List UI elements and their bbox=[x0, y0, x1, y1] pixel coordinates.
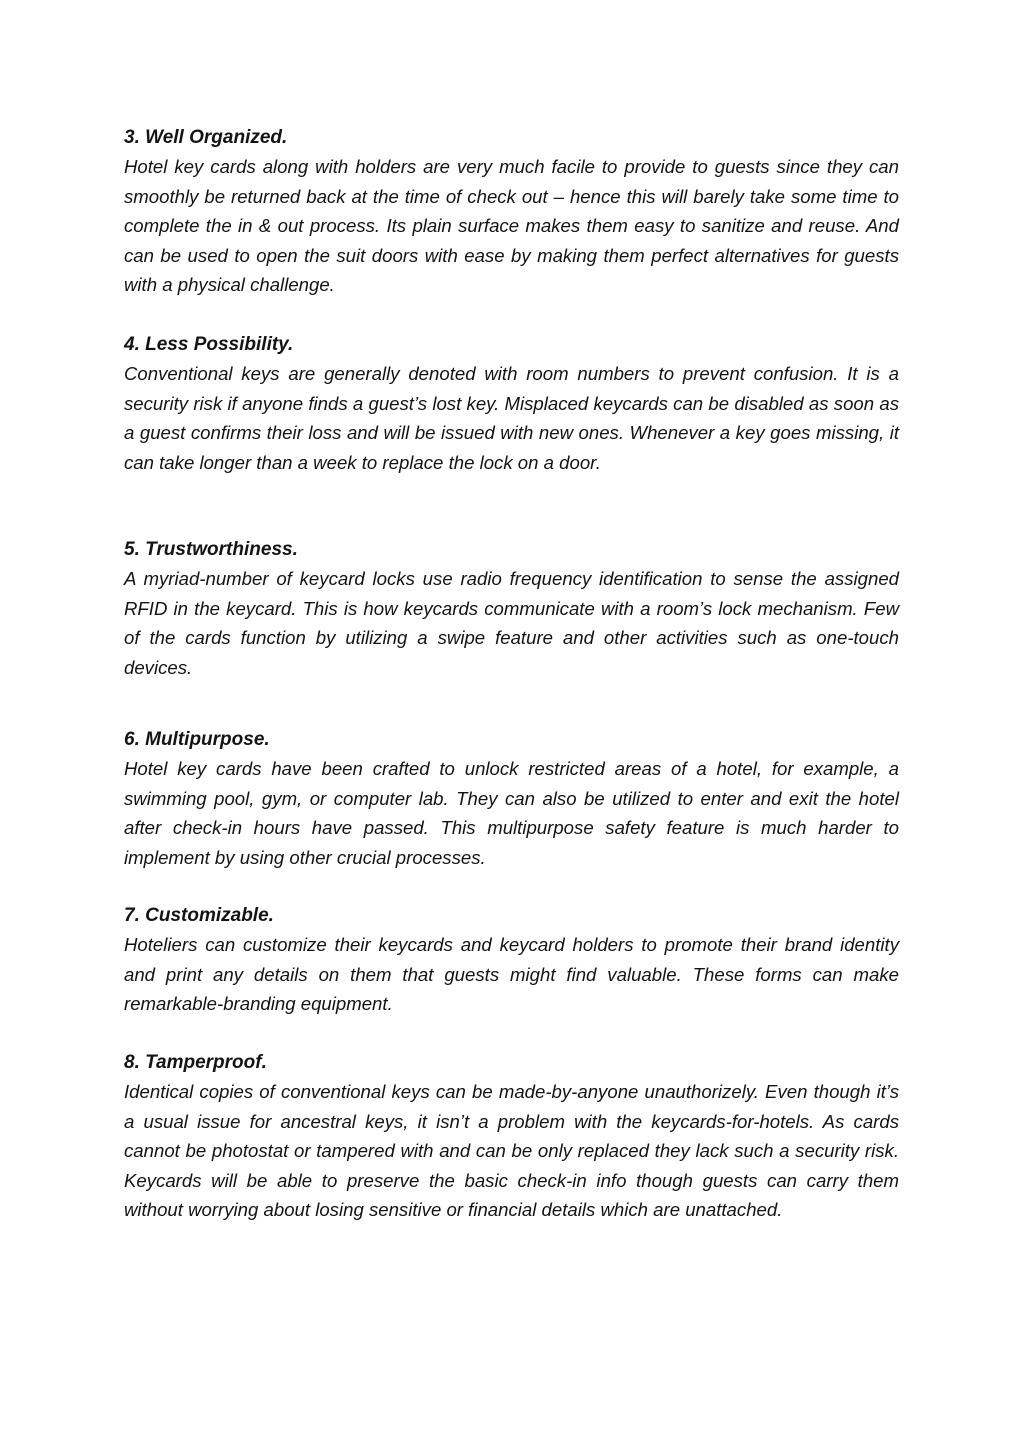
section-heading: 3. Well Organized. bbox=[124, 127, 288, 148]
section-heading: 4. Less Possibility. bbox=[124, 334, 294, 355]
section-body: Conventional keys are generally denoted with room numbers to prevent confusion. It is a security risk if anyone finds a guest’s lost key. Misplaced keycards can be disabled as soon as a guest confirms their loss and will be issued with new ones. Whenever a key goes missing, it can take longer than a week to replace the lock on a door. bbox=[124, 363, 899, 473]
section-body: A myriad-number of keycard locks use radio frequency identification to sense the assigned RFID in the keycard. This is how keycards communicate with a room’s lock mechanism. Few of the cards function by utilizing a swipe feature and other activities such as one-touch devices. bbox=[124, 568, 899, 678]
section-less-possibility bbox=[124, 330, 899, 477]
section-trustworthiness bbox=[124, 535, 899, 682]
section-body: Identical copies of conventional keys can be made-by-anyone unauthorizely. Even though it’s a usual issue for ancestral keys, it isn’t a problem with the keycards-for-hotels. As cards cannot be photostat or tampered with and can be only replaced they lack such a security risk. Keycards will be able to preserve the basic check-in info though guests can carry them without worrying about losing sensitive or financial details which are unattached. bbox=[124, 1081, 899, 1221]
section-body: Hotel key cards have been crafted to unlock restricted areas of a hotel, for example, a swimming pool, gym, or computer lab. They can also be utilized to enter and exit the hotel after check-in hours have passed. This multipurpose safety feature is much harder to implement by using other crucial processes. bbox=[124, 758, 899, 868]
section-heading: 8. Tamperproof. bbox=[124, 1052, 267, 1073]
section-tamperproof bbox=[124, 1048, 899, 1224]
section-heading: 6. Multipurpose. bbox=[124, 729, 270, 750]
section-multipurpose bbox=[124, 725, 899, 872]
section-heading: 5. Trustworthiness. bbox=[124, 539, 298, 560]
section-heading: 7. Customizable. bbox=[124, 905, 274, 926]
section-customizable bbox=[124, 901, 899, 1019]
section-body: Hotel key cards along with holders are very much facile to provide to guests since they can smoothly be returned back at the time of check out – hence this will barely take some time to complete the in & out process. Its plain surface makes them easy to sanitize and reuse. And can be used to open the suit doors with ease by making them perfect alternatives for guests with a physical challenge. bbox=[124, 156, 899, 296]
section-body: Hoteliers can customize their keycards and keycard holders to promote their brand identity and print any details on them that guests might find valuable. These forms can make remarkable-branding equipment. bbox=[124, 934, 899, 1015]
section-well-organized bbox=[124, 123, 899, 299]
